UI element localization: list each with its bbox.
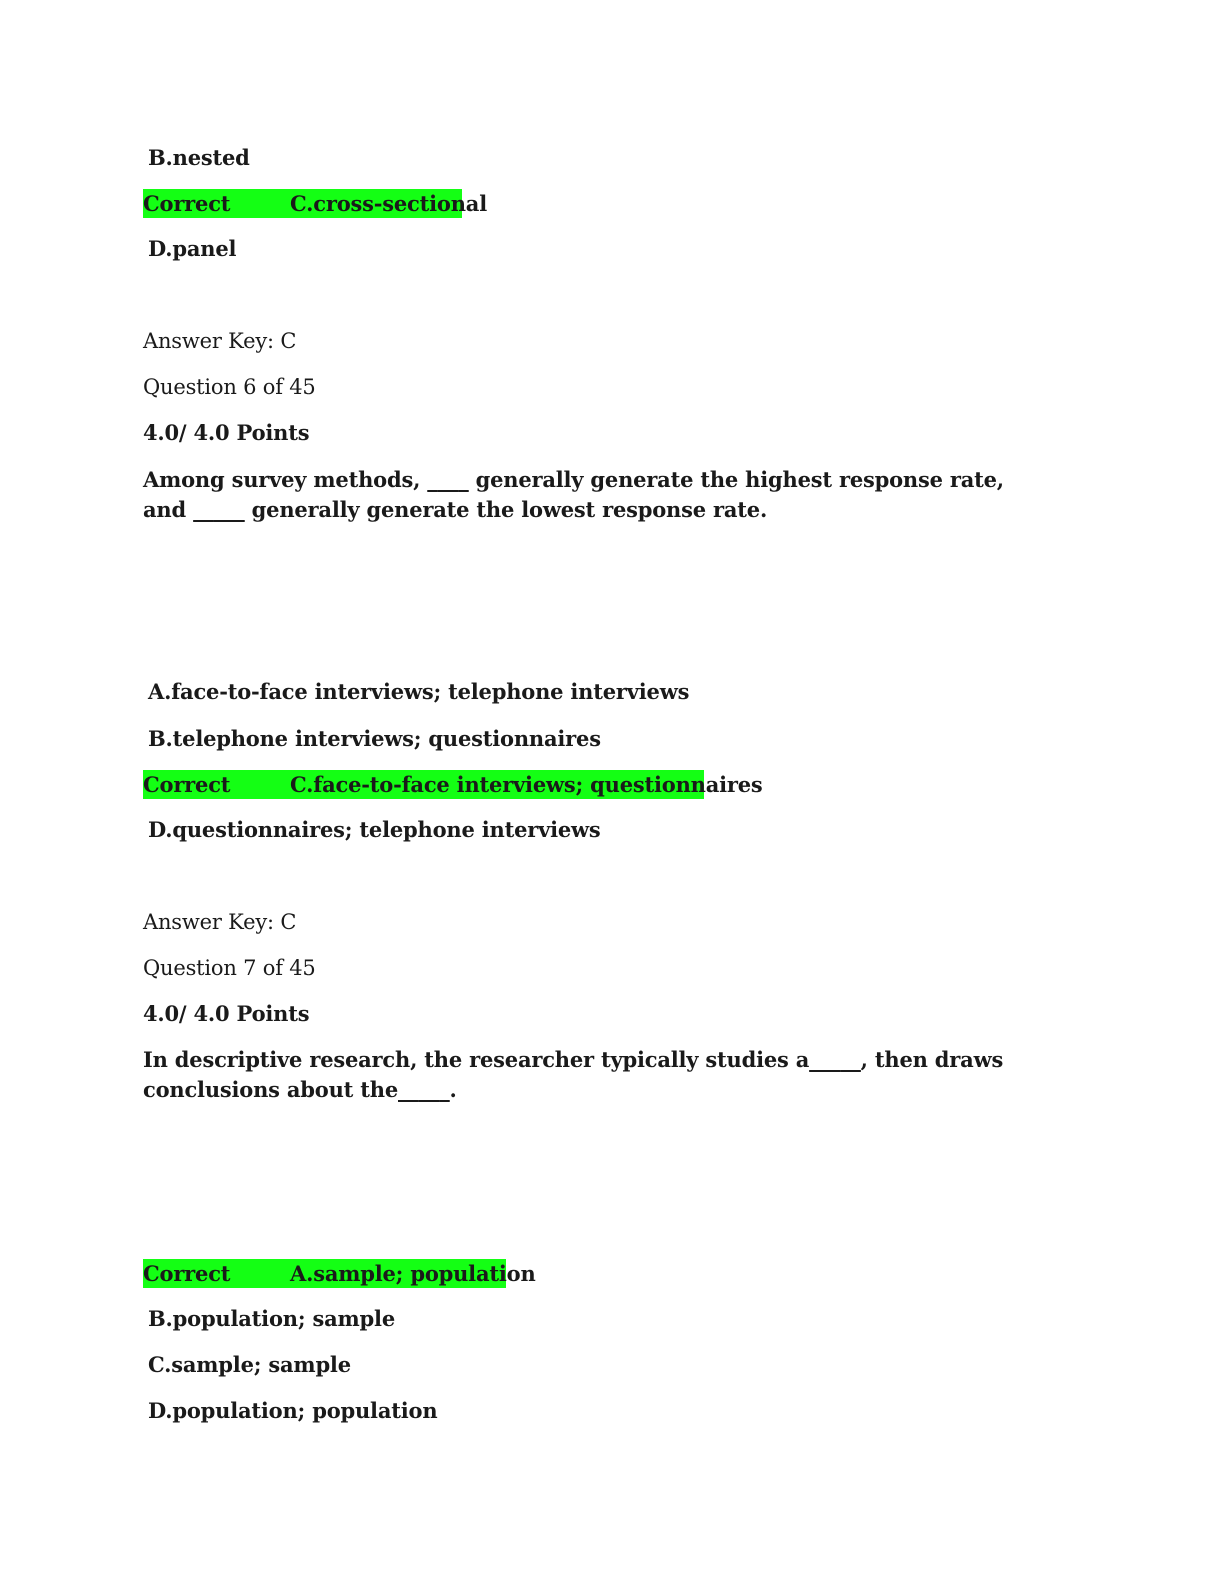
option-b: B.population; sample: [148, 1306, 395, 1331]
correct-answer-highlight: [143, 1259, 536, 1288]
correct-option: C.cross-sectional: [290, 191, 487, 216]
correct-answer-highlight: [143, 189, 487, 218]
option-d: D.panel: [148, 236, 237, 261]
correct-tag: Correct: [143, 772, 231, 797]
question-header: Question 6 of 45: [143, 375, 316, 399]
question-points: 4.0/ 4.0 Points: [143, 420, 310, 445]
correct-answer-highlight: [143, 770, 763, 799]
correct-option: A.sample; population: [290, 1261, 536, 1286]
correct-tag: Correct: [143, 191, 231, 216]
question-prompt: Among survey methods, ____ generally generate the highest response rate, and _____ generally generate the lowest response rate.: [143, 467, 1004, 522]
answer-key: Answer Key: C: [143, 910, 297, 934]
correct-option: C.face-to-face interviews; questionnaires: [290, 772, 763, 797]
correct-tag: Correct: [143, 1261, 231, 1286]
question-header: Question 7 of 45: [143, 956, 316, 980]
option-d: D.population; population: [148, 1398, 438, 1423]
option-b: B.telephone interviews; questionnaires: [148, 726, 601, 751]
option-a: A.face-to-face interviews; telephone interviews: [148, 679, 690, 704]
option-b: B.nested: [148, 145, 250, 170]
answer-key: Answer Key: C: [143, 329, 297, 353]
question-prompt: In descriptive research, the researcher typically studies a_____, then draws conclusions about the_____.: [143, 1047, 1004, 1102]
option-d: D.questionnaires; telephone interviews: [148, 817, 601, 842]
question-points: 4.0/ 4.0 Points: [143, 1001, 310, 1026]
option-c: C.sample; sample: [148, 1352, 351, 1377]
